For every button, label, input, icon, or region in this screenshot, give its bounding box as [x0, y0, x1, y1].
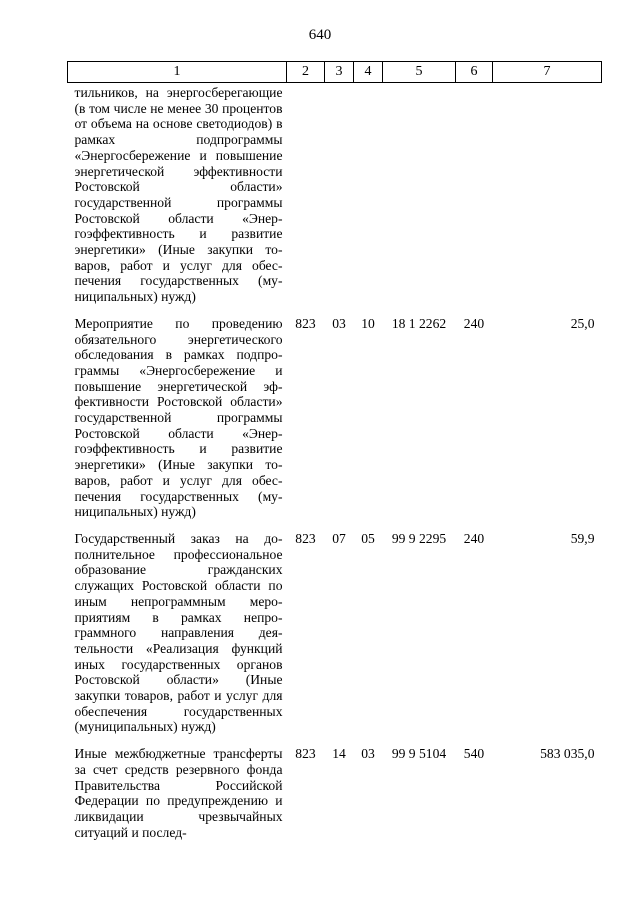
header-col-2: 2 — [287, 62, 325, 83]
row-amount: 583 035,0 — [540, 746, 595, 762]
row-section-code: 07 — [332, 530, 346, 546]
row-amount: 59,9 — [570, 530, 595, 546]
row-ministry-code — [287, 83, 325, 316]
row-subsection-code: 05 — [361, 530, 375, 546]
header-col-5: 5 — [383, 62, 456, 83]
table-row — [68, 531, 602, 746]
row-target-code — [383, 83, 456, 316]
row-ministry-code: 823 — [295, 315, 316, 331]
row-description: тильников, на энергосберегающие (в том числе не менее 30 процентов от объема на основе светодиодов) в рамках подпрограммы «Энергосбережение и повышение энергетической эффективности Ростовской области» государственной программы Ростовской области «Энергоэффективность и развитие энергетики» (Иные закупки товаров, работ и услуг для обеспечения государственных (муниципальных) нужд) — [74, 85, 283, 305]
row-section-code — [325, 83, 354, 316]
row-expense-type — [456, 83, 493, 316]
page-number: 640 — [308, 27, 332, 43]
header-col-6: 6 — [456, 62, 493, 83]
row-subsection-code: 10 — [361, 315, 375, 331]
table-header-row — [68, 62, 602, 83]
header-col-4: 4 — [354, 62, 383, 83]
budget-table — [67, 61, 602, 840]
row-ministry-code: 823 — [295, 746, 316, 762]
row-expense-type: 240 — [463, 530, 485, 546]
row-section-code: 03 — [332, 315, 346, 331]
row-ministry-code: 823 — [295, 530, 316, 546]
table-row — [68, 746, 602, 840]
row-target-code: 18 1 2262 — [391, 315, 447, 331]
table-row — [68, 316, 602, 531]
row-target-code: 99 9 5104 — [391, 746, 447, 762]
row-target-code: 99 9 2295 — [391, 530, 447, 546]
row-section-code: 14 — [332, 746, 346, 762]
row-amount — [493, 83, 602, 316]
table-row — [68, 83, 602, 316]
header-col-3: 3 — [325, 62, 354, 83]
row-description: Иные межбюджетные трансферты за счет средств резервного фонда Правительства Российской Федерации по предупреждению и ликвидации чрезвычайных ситуаций и послед- — [74, 746, 283, 840]
row-description: Государственный заказ на дополнительное профессиональное образование гражданских служащих Ростовской области по иным непрограммным мероприятиям в рамках непрограммного направления деятельности «Реализация функций иных государственных органов Ростовской области» (Иные закупки товаров, работ и услуг для обеспечения государственных (муниципальных) нужд) — [74, 530, 283, 735]
row-subsection-code — [354, 83, 383, 316]
header-col-1: 1 — [68, 62, 287, 83]
row-description: Мероприятие по проведению обязательного энергетического обследования в рамках подпрограммы «Энергосбережение и повышение энергетической эффективности Ростовской области» государственной программы Ростовской области «Энергоэффективность и развитие энергетики» (Иные закупки товаров, работ и услуг для обеспечения государственных (муниципальных) нужд) — [74, 315, 283, 520]
row-subsection-code: 03 — [361, 746, 375, 762]
row-expense-type: 540 — [463, 746, 485, 762]
header-col-7: 7 — [493, 62, 602, 83]
row-amount: 25,0 — [570, 315, 595, 331]
row-expense-type: 240 — [463, 315, 485, 331]
